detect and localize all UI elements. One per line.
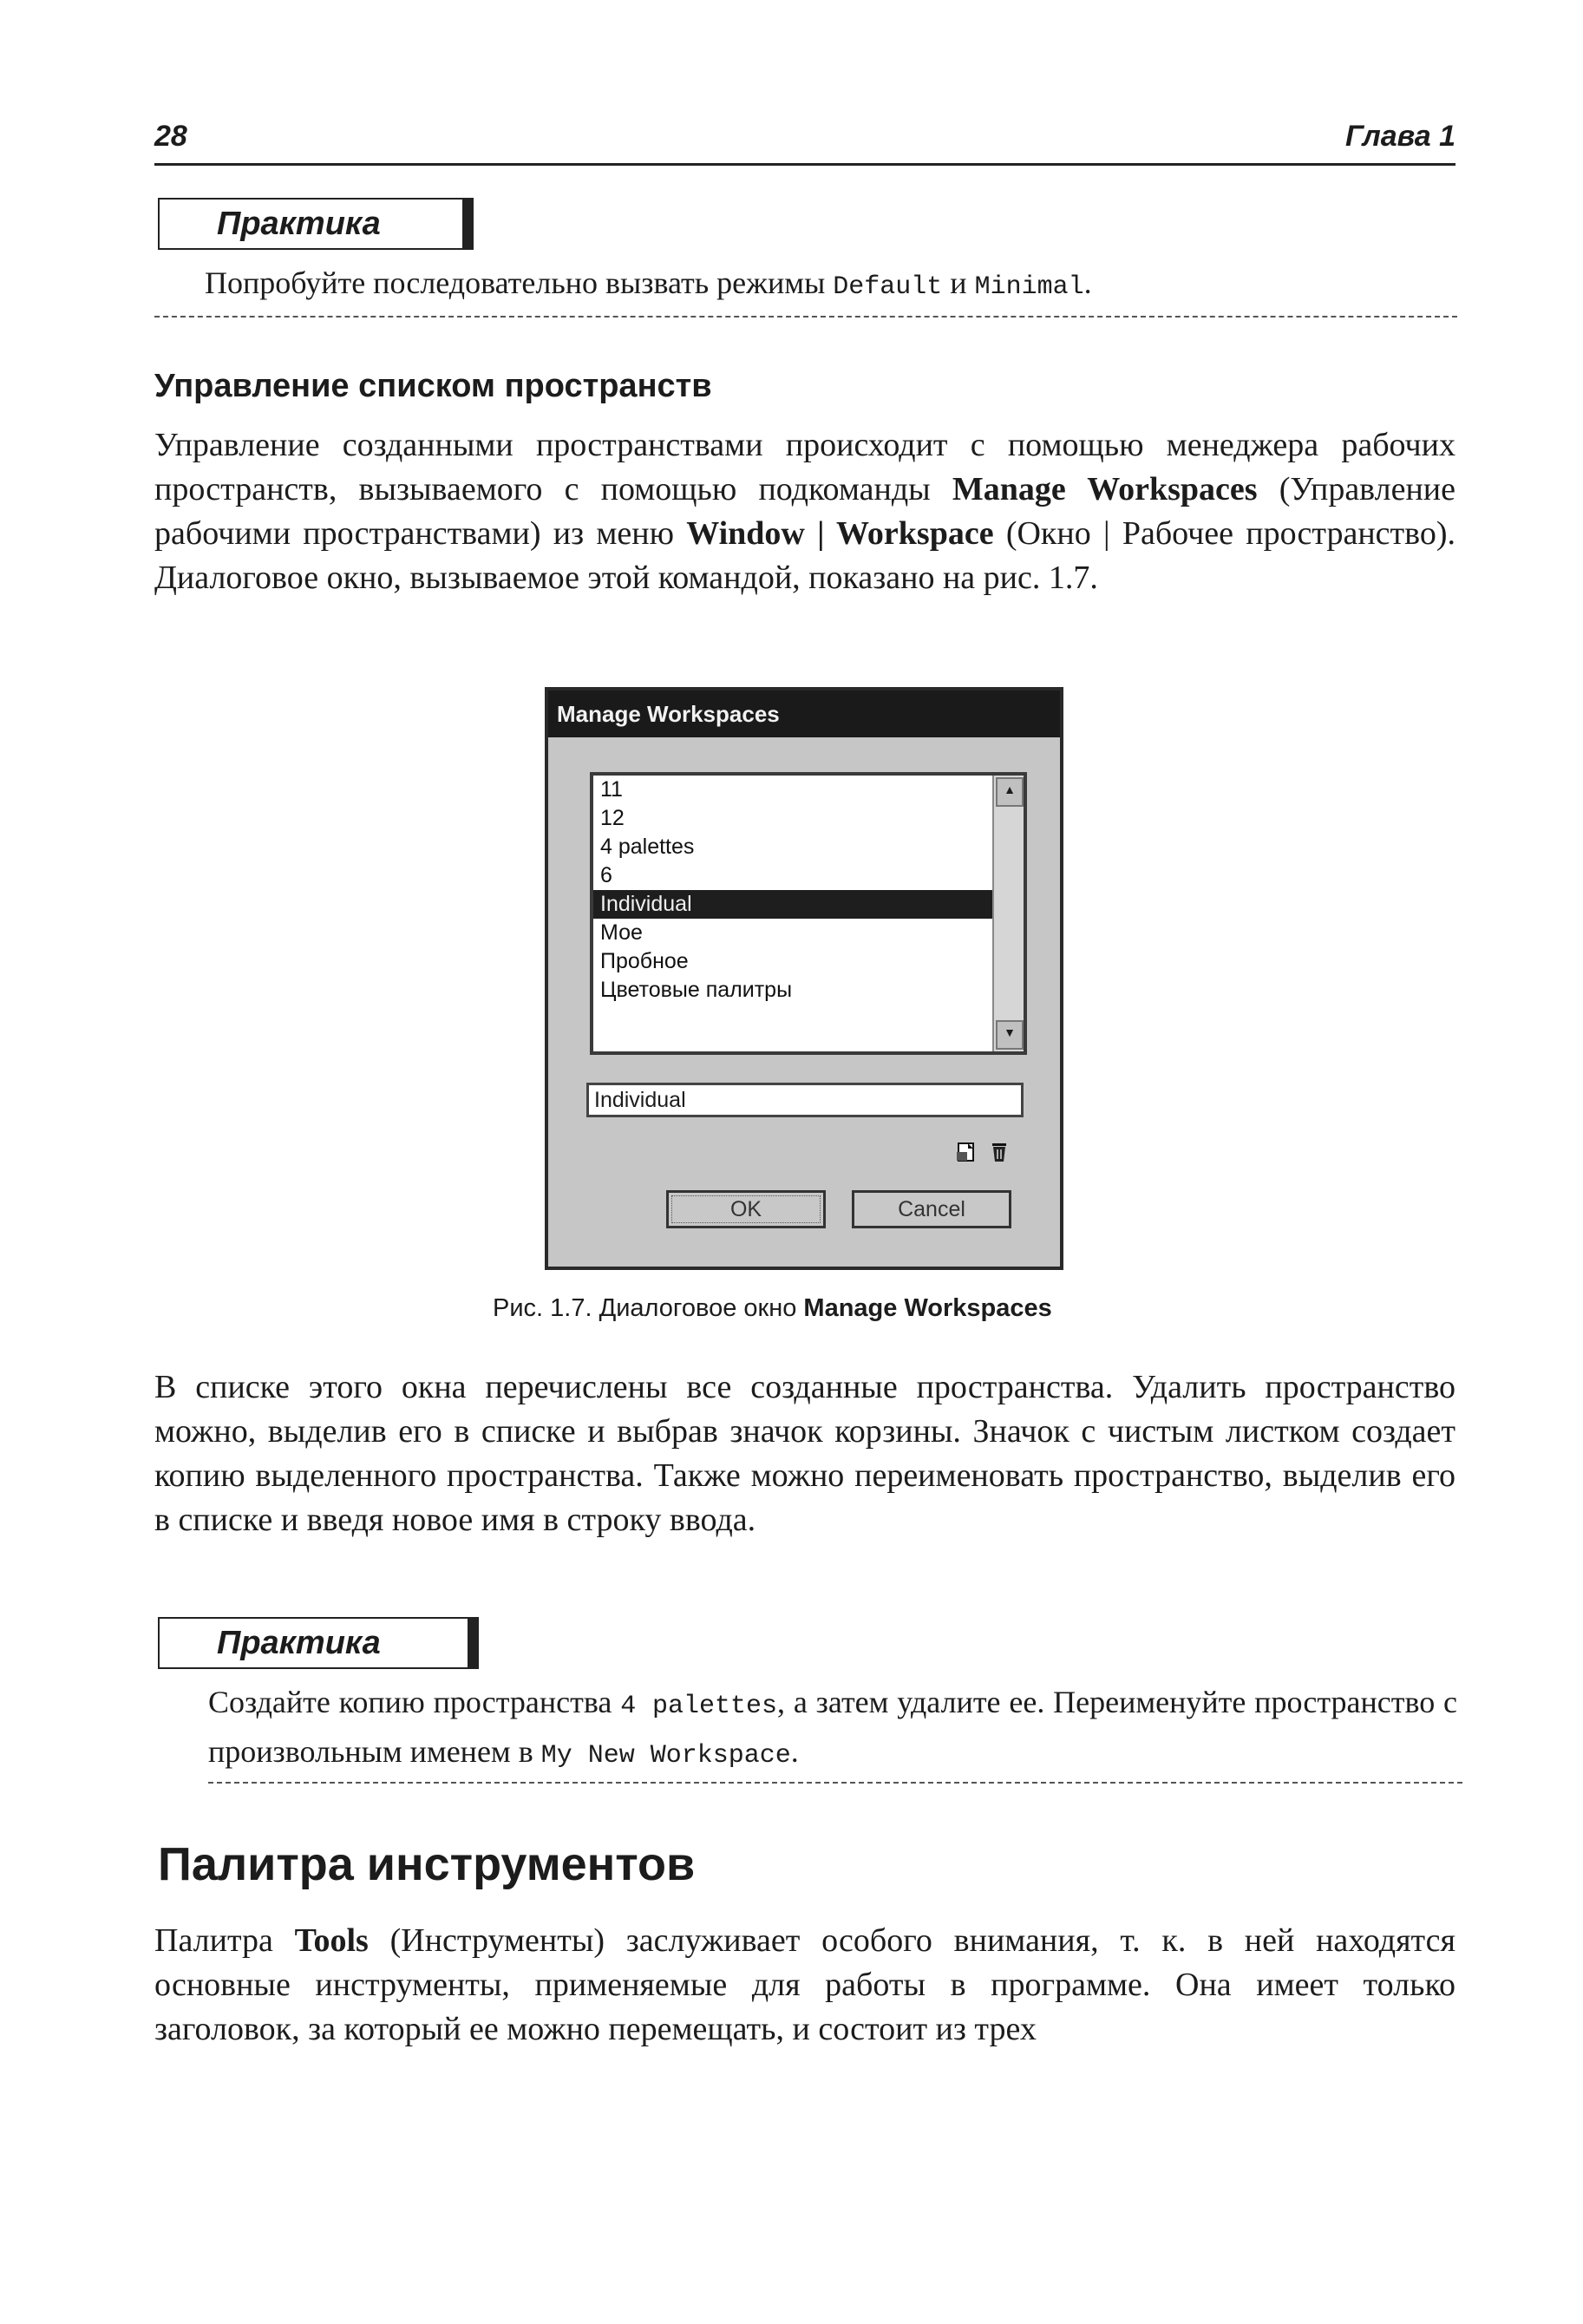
workspace-name-input[interactable]: Individual [586, 1083, 1024, 1117]
ok-button[interactable]: OK [666, 1190, 826, 1228]
code-minimal: Minimal [974, 272, 1084, 302]
paragraph: Управление созданными пространствами происходит с помощью менеджера рабочих пространств, вызываемого с помощью подкоманды Manage Workspaces (Управление рабочими пространствами) из меню Window | Workspace (Окно | Рабочее пространство). Диалоговое окно, вызываемое этой командой, показано на рис. 1.7. [154, 427, 1455, 596]
code-4-palettes: 4 palettes [620, 1692, 778, 1721]
workspace-list[interactable] [590, 772, 1027, 1055]
divider [154, 316, 1457, 318]
new-workspace-icon[interactable] [954, 1140, 978, 1164]
list-item[interactable]: 11 [600, 777, 623, 802]
divider [208, 1782, 1462, 1784]
paragraph: В списке этого окна перечислены все созданные пространства. Удалить пространство можно, выделив его в списке и выбрав значок корзины. Значок с чистым листком создает копию выделенного пространства. Также можно переименовать пространство, выделив его в списке и введя новое имя в строку ввода. [154, 1369, 1455, 1538]
list-item[interactable]: Individual [593, 890, 1024, 919]
practice-label: Практика [158, 1617, 479, 1669]
section-heading: Управление списком пространств [154, 368, 712, 404]
list-item[interactable]: Цветовые палитры [600, 978, 793, 1002]
scroll-up-icon[interactable]: ▲ [996, 777, 1024, 807]
list-item[interactable]: Пробное [600, 949, 689, 973]
practice-text: Попробуйте последовательно вызвать режимы Default и Minimal. [205, 265, 1092, 302]
figure-caption: Рис. 1.7. Диалоговое окно Manage Workspaces [493, 1294, 1052, 1322]
main-heading: Палитра инструментов [158, 1838, 696, 1890]
manage-workspaces-dialog [545, 687, 1063, 1270]
code-my-new-workspace: My New Workspace [540, 1741, 791, 1771]
paragraph: Палитра Tools (Инструменты) заслуживает особого внимания, т. к. в ней находятся основные инструменты, применяемые для работы в программе. Она имеет только заголовок, за который ее можно перемещать, и состоит из трех [154, 1922, 1455, 2047]
list-item[interactable]: 4 palettes [600, 835, 695, 859]
scroll-down-icon[interactable]: ▼ [996, 1020, 1024, 1050]
cancel-button[interactable]: Cancel [852, 1190, 1011, 1228]
practice-label: Практика [158, 198, 474, 250]
code-default: Default [833, 272, 943, 302]
page-header [154, 115, 1455, 166]
list-item[interactable]: 12 [600, 806, 625, 830]
scrollbar[interactable] [992, 776, 1024, 1051]
page-number: 28 [154, 120, 187, 153]
list-item[interactable]: Мое [600, 920, 643, 945]
practice-text: Создайте копию пространства 4 palettes, а затем удалите ее. Переименуйте пространство с произвольным именем в My New Workspace. [208, 1685, 1458, 1771]
list-item[interactable]: 6 [600, 863, 612, 887]
chapter-title: Глава 1 [1345, 120, 1455, 153]
dialog-title: Manage Workspaces [548, 691, 1060, 737]
trash-icon[interactable] [987, 1140, 1011, 1164]
